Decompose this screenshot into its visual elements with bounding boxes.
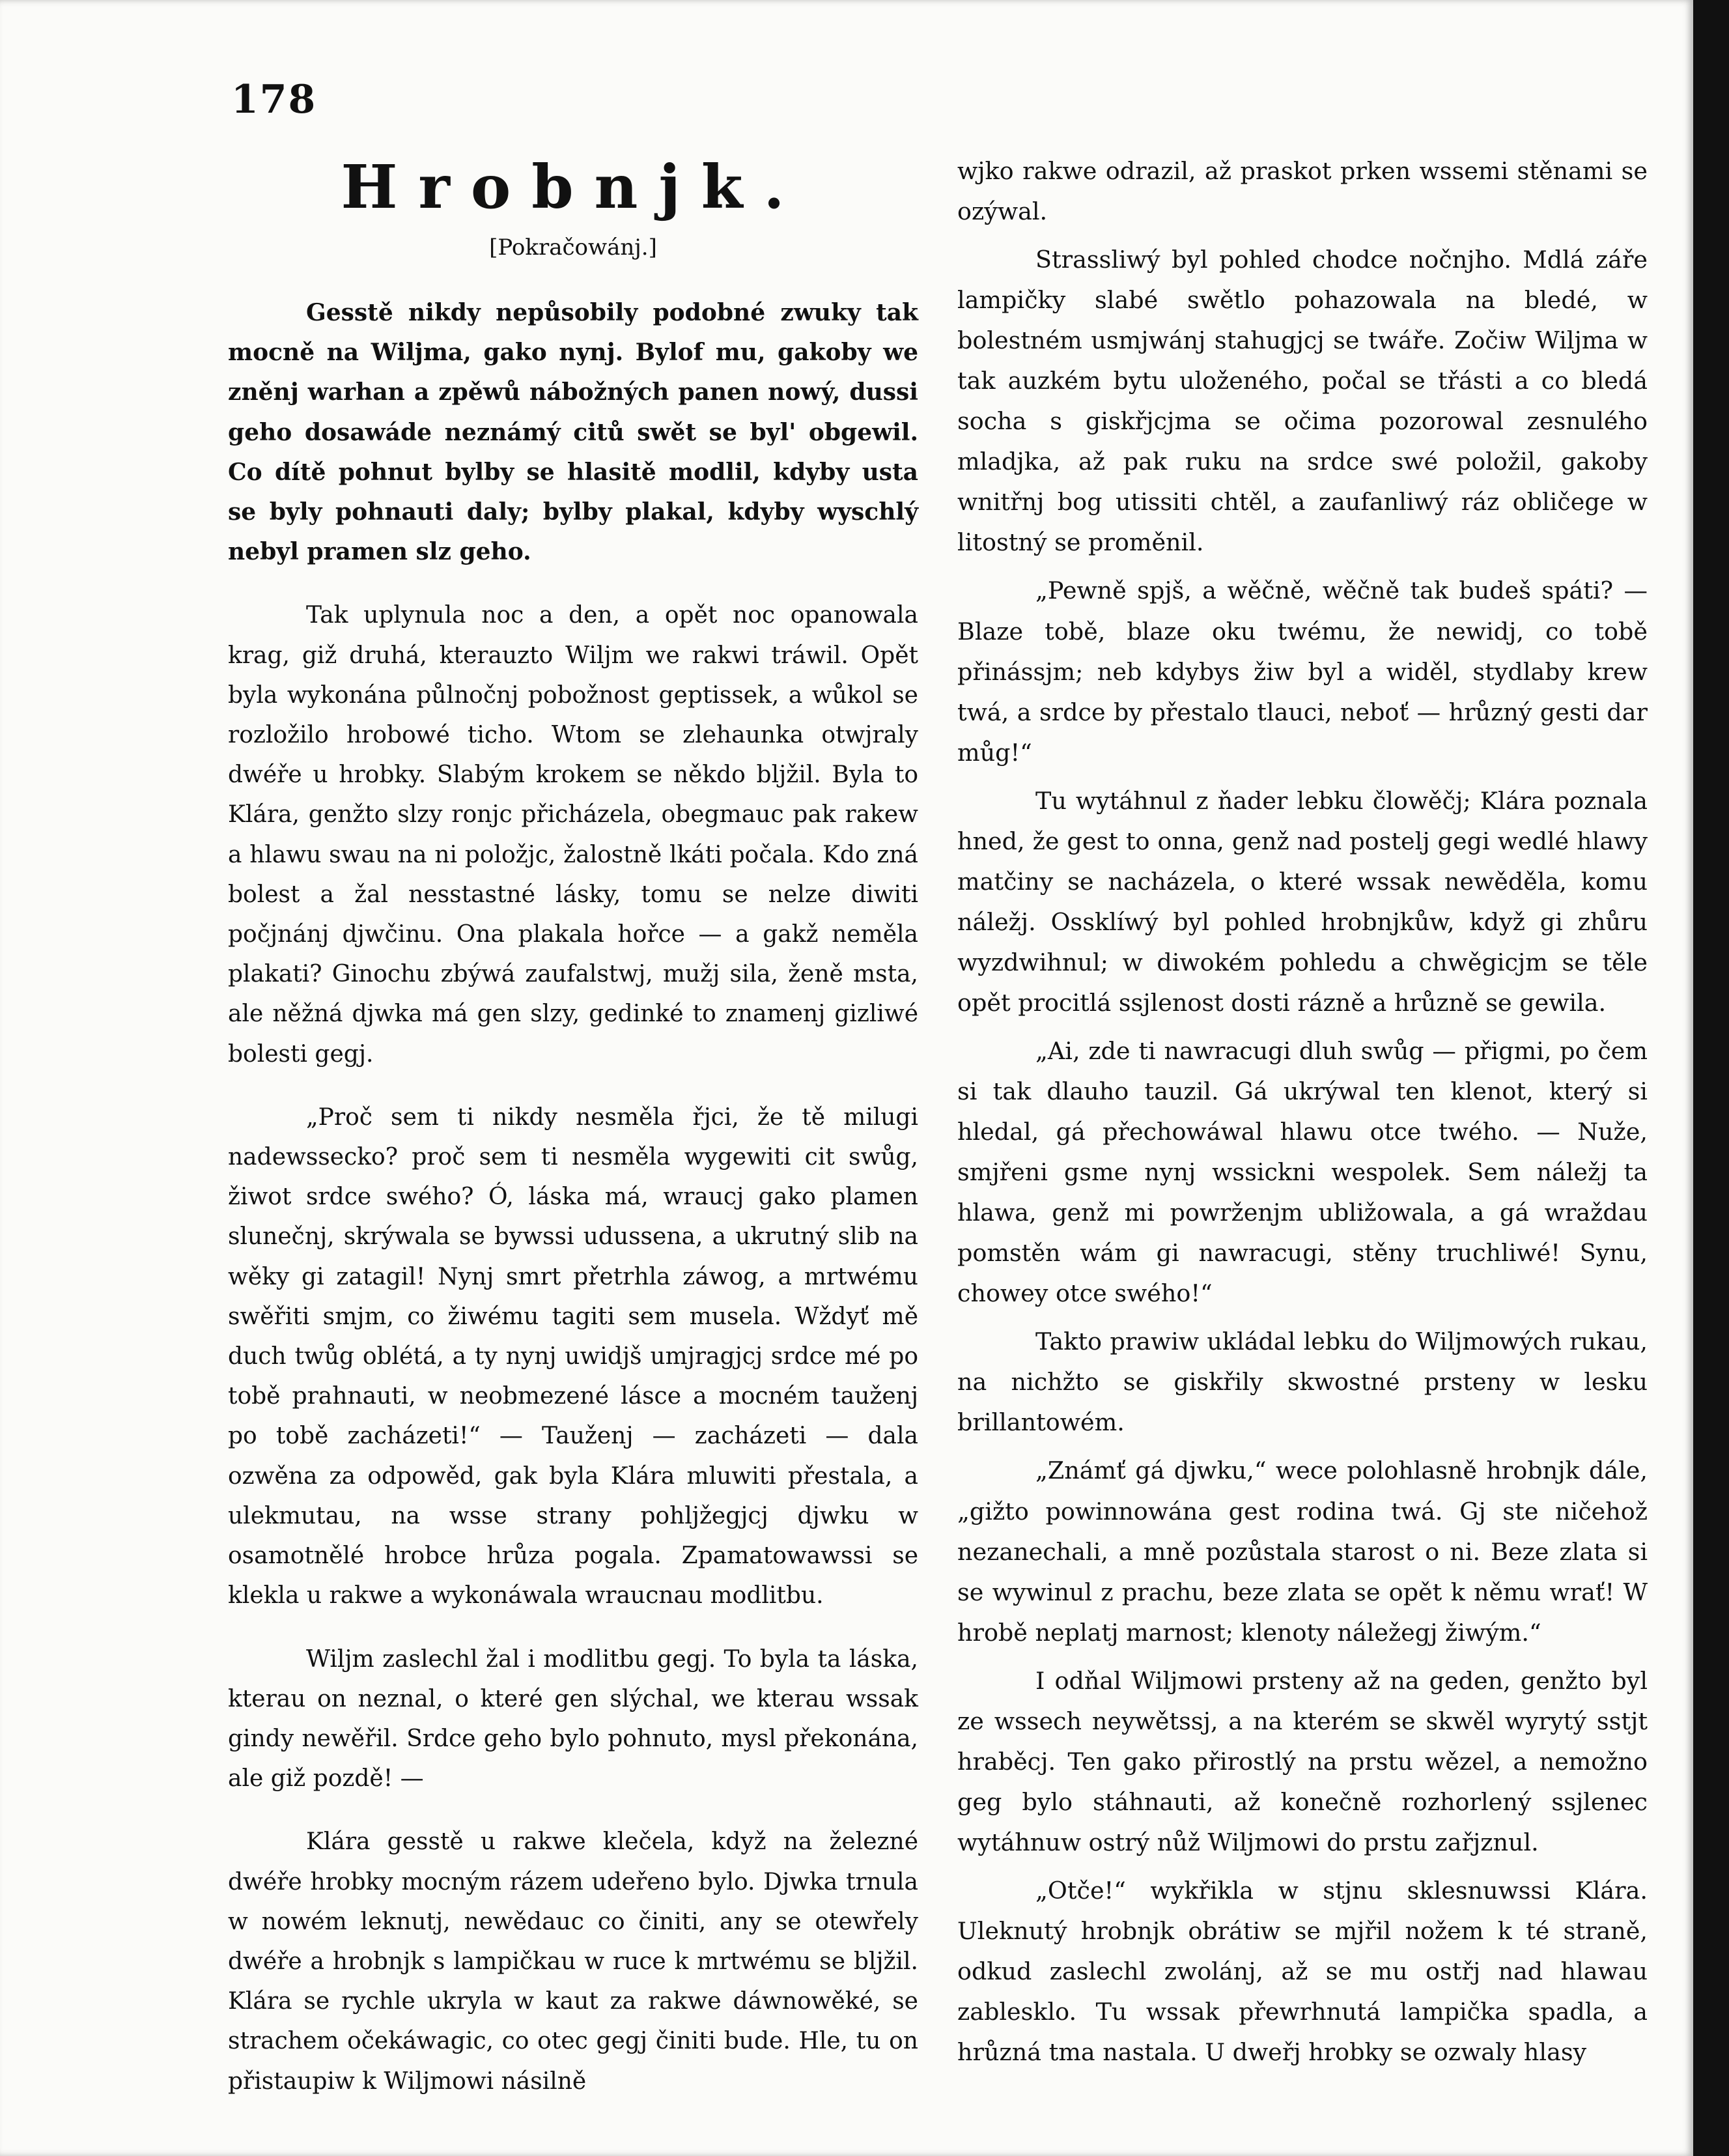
paragraph: Wiljm zaslechl žal i modlitbu gegj. To byla ta láska, kterau on neznal, o které gen slýchal, we kterau wssak gindy newěřil. Srdce geho bylo pohnuto, mysl překonána, ale giž pozdě! — [228,1645,918,1793]
paragraph: I odňal Wiljmowi prsteny až na geden, genžto byl ze wssech neywětssj, a na kterém se skwěl wyrytý sstjt hraběcj. Ten gako přirostlý na prstu wězel, a nemožno geg bylo stáhnauti, až konečně rozhorlený ssjlenec wytáhnuw ostrý nůž Wiljmowi do prstu zařjznul. [957,1666,1648,1856]
right-column [957,151,1648,2073]
paragraph: Gesstě nikdy nepůsobily podobné zwuky tak mocně na Wiljma, gako nynj. Bylof mu, gakoby we zněnj warhan a zpěwů nábožných panen nowý, dussi geho dosawáde neznámý citů swět se byl' obgewil. Co dítě pohnut bylby se hlasitě modlil, kdyby usta se byly pohnauti daly; bylby plakal, kdyby wyschlý nebyl pramen slz geho. [228,299,918,566]
paragraph: „Ai, zde ti nawracugi dluh swůg — přigmi, po čem si tak dlauho tauzil. Gá ukrýwal ten klenot, který si hledal, gá přechowáwal hlawu otce twého. — Nuže, smjřeni gsme nynj wssicknі wespolek. Sem náležj ta hlawa, genž mi powrženjm ubližowala, a gá wraždau pomstěn wám gi nawracugi, stěny truchliwé! Synu, chowey otce swého!“ [957,1036,1648,1308]
article-subtitle: [Pokračowánj.] [489,234,657,261]
page-number: 178 [231,77,317,122]
scan-border [1693,0,1729,2156]
paragraph: Strassliwý byl pohled chodce nočnjho. Mdlá záře lampičky slabé swětlo pohazowala na bledé, w bolestném usmjwánj stahugjcj se twáře. Zočiw Wiljma w tak auzkém bytu uloženého, počal se třásti a co bledá socha s giskřjcjma se očima pozorowal zesnulého mladjka, až pak ruku na srdce swé položil, gakoby wnitřnj bog utissiti chtěl, a zaufanliwý ráz obličege w litostný se proměnil. [957,246,1648,557]
paragraph: Klára gesstě u rakwe klečela, když na železné dwéře hrobky mocným rázem udeřeno bylo. Djwka trnula w nowém leknutj, newědauc co činiti, any se otewřely dwéře a hrobnjk s lampičkau w ruce k mrtwému se blјžil. Klára se rychle ukryla w kaut za rakwe dáwnowěké, se strachem očekáwagic, co otec gegj činiti bude. Hle, tu on přistaupiw k Wiljmowi násilně [228,1828,918,2095]
paragraph-continued: wjko rakwe odrazil, až praskot prken wssemi stěnami se ozýwal. [957,157,1648,226]
paragraph: Tak uplynula noc a den, a opět noc opanowala krag, giž druhá, kterauzto Wiljm we rakwi tráwil. Opět byla wykonána půlnočnj pobožnost geptissek, a wůkol se rozložilo hrobowé ticho. Wtom se zlehaunka otwjraly dwéře u hrobky. Slabým krokem se někdo blјžil. Byla to Klára, genžto slzy ronjc přicházela, obegmauc pak rakew a hlawu swau na ni položjc, žalostně lkáti počala. Kdo zná bolest a žal nesstastné lásky, tomu se nelze diwiti počjnánj djwčinu. Ona plakala hořce — a gakž neměla plakati? Ginochu zbýwá zaufalstwj, mužj sila, ženě msta, ale něžná djwka má gen slzy, gedinké to znamenj gizliwé bolesti gegj. [228,602,918,1068]
paragraph: Tu wytáhnul z ňader lebku člowěčj; Klára poznala hned, že gest to onna, genž nad postelj gegi wedlé hlawy matčiny se nacházela, o které wssak newěděla, komu náležj. Ossklíwý byl pohled hrobnjkůw, když gi zhůru wyzdwihnul; w diwokém pohledu a chwěgicjm se těle opět procitlá ssjlenost dosti rázně a hrůzně se gewila. [957,786,1648,1017]
paragraph: „Proč sem ti nikdy nesměla řjci, že tě milugi nadewssecko? proč sem ti nesměla wygewiti cit swůg, žiwot srdce swého? Ó, láska má, wraucj gako plamen slunečnj, skrýwala se bywssi udussena, a ukrutný slib na wěky gi zatagil! Nynj smrt přetrhla záwog, a mrtwému swěřiti smjm, co žiwému tagiti sem musela. Wždyť mě duch twůg oblétá, a ty nynj uwidjš umjragjcj srdce mé po tobě prahnauti, w neobmezené lásce a mocném tauženj po tobě zacházeti!“ — Tauženj — zacházeti — dala ozwěna za odpowěd, gak byla Klára mluwiti přestala, a ulekmutau, na wsse strany pohljžegjcj djwku w osamotnělé hrobce hrůza pogala. Zpamatowawssi se klekla u rakwe a wykonáwala wraucnau modlitbu. [228,1103,918,1610]
paragraph: „Pewně spjš, a wěčně, wěčně tak budeš spáti? — Blaze tobě, blaze oku twému, že newidj, co tobě přinássjm; neb kdybys žiw byl a widěl, stydlaby krew twá, a srdce by přestalo tlauci, neboť — hrůzný gesti dar můg!“ [957,576,1648,767]
paragraph: Takto prawiw ukládal lebku do Wiljmowých rukau, na nichžto se giskřily skwostné prsteny w lesku brillantowém. [957,1327,1648,1437]
paragraph: „Otče!“ wykřikla w stjnu sklesnuwssi Klára. Uleknutý hrobnjk obrátiw se mjřil nožem k té straně, odkud zaslechl zwolánj, až se mu ostřj nad hlawau zablesklo. Tu wssak přewrhnutá lampička spadla, a hrůzná tma nastala. U dweřj hrobky se ozwaly hlasy [957,1876,1648,2067]
left-column [228,151,918,2101]
article-title: Hrobnjk. [341,152,806,222]
paragraph: „Známť gá djwku,“ wece polohlasně hrobnjk dále, „gižto powinnowána gest rodina twá. Gj ste ničehož nezanechali, a mně pozůstala starost o ni. Beze zlata si se wywinul z prachu, beze zlata se opět k němu wrať! W hrobě neplatj marnost; klenoty náležegj žiwým.“ [957,1456,1648,1647]
